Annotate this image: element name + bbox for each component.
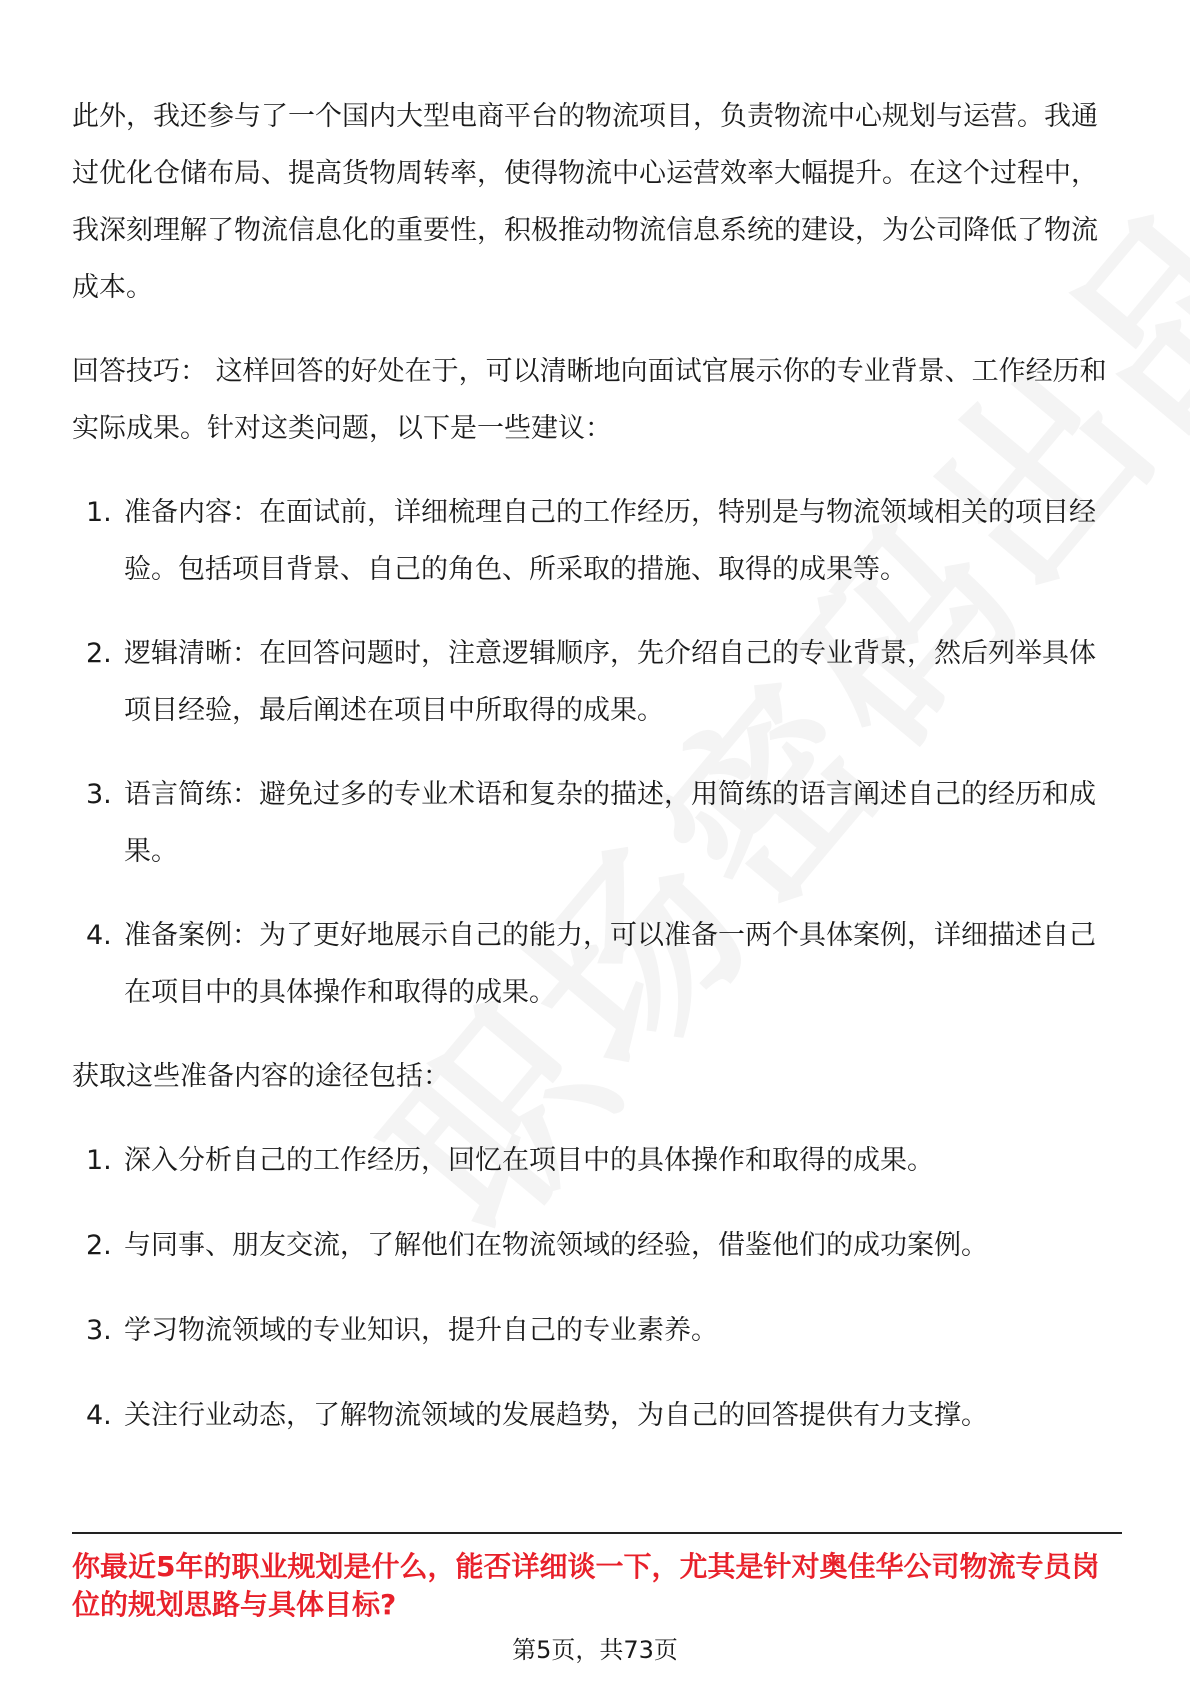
list-item-text: 语言简练：避免过多的专业术语和复杂的描述，用简练的语言阐述自己的经历和成果。 [124, 779, 1096, 867]
list-item [72, 1387, 1122, 1444]
next-question-heading: 你最近5年的职业规划是什么，能否详细谈一下，尤其是针对奥佳华公司物流专员岗位的规划思路与具体目标? [72, 1550, 1100, 1621]
list-item [72, 484, 1122, 598]
paragraph-project-experience: 此外，我还参与了一个国内大型电商平台的物流项目，负责物流中心规划与运营。我通过优化仓储布局、提高货物周转率，使得物流中心运营效率大幅提升。在这个过程中，我深刻理解了物流信息化的重要性，积极推动物流信息系统的建设，为公司降低了物流成本。 [72, 101, 1098, 303]
paragraph-answer-tips: 回答技巧： 这样回答的好处在于，可以清晰地向面试官展示你的专业背景、工作经历和实际成果。针对这类问题，以下是一些建议： [72, 356, 1107, 444]
list-item-number: 2. [86, 1230, 112, 1261]
list-item-text: 准备内容：在面试前，详细梳理自己的工作经历，特别是与物流领域相关的项目经验。包括项目背景、自己的角色、所采取的措施、取得的成果等。 [124, 497, 1096, 585]
section-divider [72, 1532, 1122, 1534]
list-item-number: 3. [86, 1315, 112, 1346]
page-number: 第5页，共73页 [512, 1636, 678, 1664]
list-item [72, 625, 1122, 739]
list-item [72, 766, 1122, 880]
list-item-text: 关注行业动态，了解物流领域的发展趋势，为自己的回答提供有力支撑。 [124, 1400, 988, 1431]
list-item-text: 准备案例：为了更好地展示自己的能力，可以准备一两个具体案例，详细描述自己在项目中的具体操作和取得的成果。 [124, 920, 1096, 1008]
list-item-number: 2. [86, 638, 112, 669]
sources-list [72, 1132, 1122, 1444]
list-item [72, 1132, 1122, 1189]
list-item-text: 深入分析自己的工作经历，回忆在项目中的具体操作和取得的成果。 [124, 1145, 934, 1176]
list-item [72, 1302, 1122, 1359]
suggestion-list [72, 484, 1122, 1021]
list-item-number: 3. [86, 779, 112, 810]
document-body [72, 88, 1122, 1472]
list-item-number: 1. [86, 1145, 112, 1176]
list-item-text: 学习物流领域的专业知识，提升自己的专业素养。 [124, 1315, 718, 1346]
list-item-number: 1. [86, 497, 112, 528]
list-item [72, 907, 1122, 1021]
list-item-text: 与同事、朋友交流，了解他们在物流领域的经验，借鉴他们的成功案例。 [124, 1230, 988, 1261]
list-item-number: 4. [86, 1400, 112, 1431]
list-item-text: 逻辑清晰：在回答问题时，注意逻辑顺序，先介绍自己的专业背景，然后列举具体项目经验，最后阐述在项目中所取得的成果。 [124, 638, 1096, 726]
paragraph-sources-intro: 获取这些准备内容的途径包括： [72, 1061, 450, 1092]
list-item [72, 1217, 1122, 1274]
list-item-number: 4. [86, 920, 112, 951]
